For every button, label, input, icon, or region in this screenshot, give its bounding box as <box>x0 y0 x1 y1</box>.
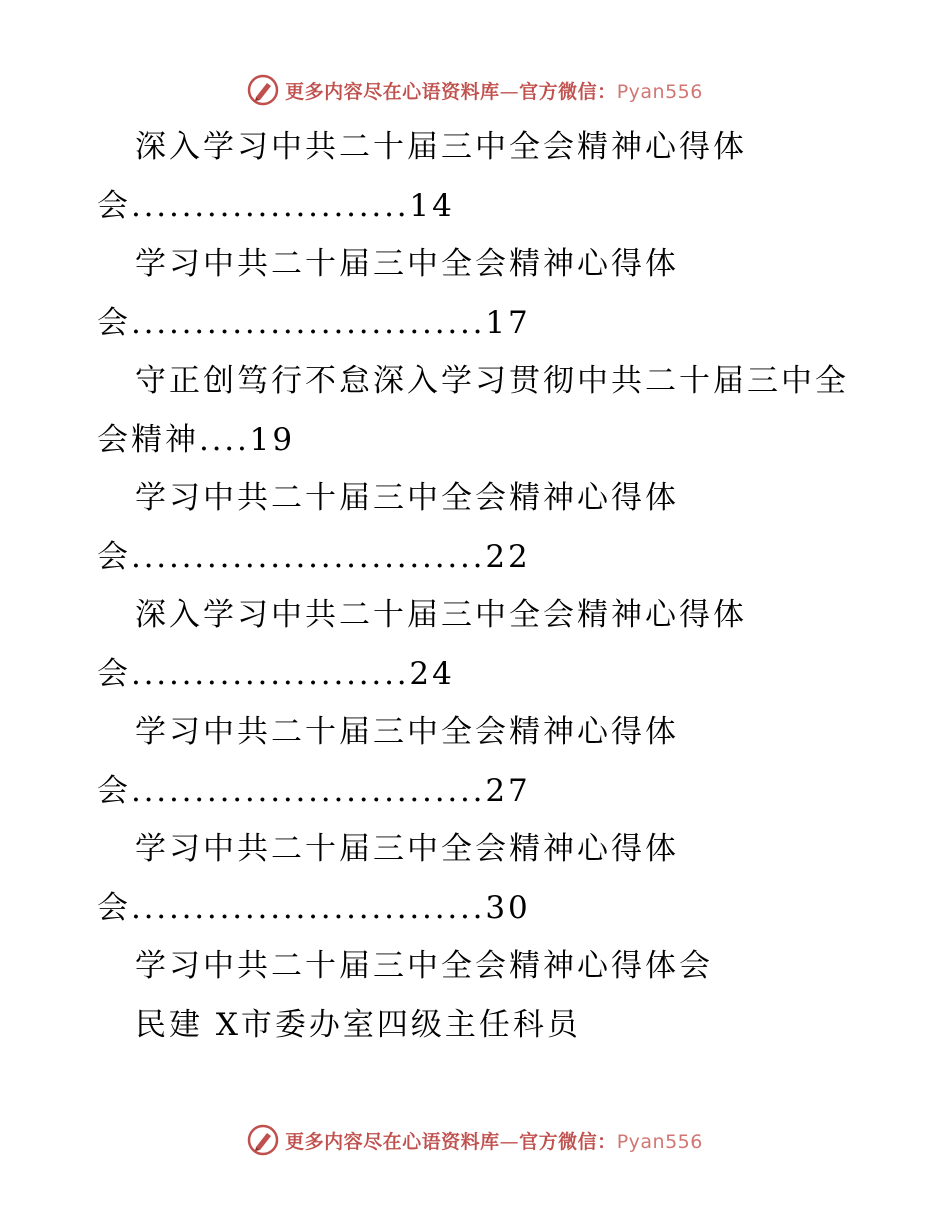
toc-entry[interactable] <box>97 469 877 586</box>
toc-page-number: 27 <box>485 772 531 809</box>
toc-entry-cont-text: 会精神 <box>97 421 199 458</box>
toc-entry-continuation <box>97 411 877 470</box>
banner-wechat-label: 官方微信： <box>519 80 617 103</box>
toc-entry-title: 学习中共二十届三中全会精神心得体 <box>135 480 679 516</box>
toc-entry[interactable] <box>97 118 877 235</box>
toc-leader-dots: ............................ <box>131 772 486 809</box>
banner-dash: — <box>499 1130 520 1153</box>
toc-entry-cont-text: 会 <box>97 889 131 926</box>
toc-page-number: 14 <box>409 187 455 224</box>
banner-site-text: 更多内容尽在心语资料库 <box>285 80 500 103</box>
toc-page-number: 19 <box>249 421 296 458</box>
toc-entry-continuation <box>97 879 877 938</box>
table-of-contents <box>97 118 877 1054</box>
toc-entry[interactable] <box>97 586 877 703</box>
toc-entry-cont-text: 会 <box>97 304 131 341</box>
pen-logo-icon <box>247 74 279 106</box>
banner-site-text: 更多内容尽在心语资料库 <box>285 1130 500 1153</box>
banner-wechat-label: 官方微信： <box>519 1130 617 1153</box>
toc-entry-cont-text: 会 <box>97 772 131 809</box>
toc-leader-dots: ...................... <box>131 655 410 692</box>
toc-entry-title: 深入学习中共二十届三中全会精神心得体 <box>135 129 747 165</box>
toc-entry-title: 学习中共二十届三中全会精神心得体 <box>135 246 679 282</box>
banner-wechat-id: Pyan556 <box>616 80 703 103</box>
toc-entry-cont-text: 会 <box>97 655 131 692</box>
toc-page-number: 17 <box>485 304 531 341</box>
article-heading: 学习中共二十届三中全会精神心得体会 <box>135 948 713 984</box>
toc-entry-title: 深入学习中共二十届三中全会精神心得体 <box>135 597 747 633</box>
toc-entry[interactable] <box>97 235 877 352</box>
toc-entry-continuation <box>97 177 877 236</box>
banner-text <box>285 77 703 104</box>
toc-leader-dots: ............................ <box>131 304 486 341</box>
toc-leader-dots: ............................ <box>131 538 486 575</box>
toc-entry-title: 学习中共二十届三中全会精神心得体 <box>135 714 679 750</box>
toc-page-number: 22 <box>485 538 531 575</box>
toc-leader-dots: ............................ <box>131 889 486 926</box>
toc-entry-title: 学习中共二十届三中全会精神心得体 <box>135 831 679 867</box>
toc-page-number: 24 <box>409 655 455 692</box>
toc-entry-continuation <box>97 528 877 587</box>
toc-entry-cont-text: 会 <box>97 538 131 575</box>
toc-entry-continuation <box>97 762 877 821</box>
header-banner <box>0 70 950 110</box>
toc-entry[interactable] <box>97 352 877 469</box>
banner-text <box>285 1127 703 1154</box>
toc-entry[interactable] <box>97 703 877 820</box>
toc-leader-dots: ...................... <box>131 187 410 224</box>
toc-entry-cont-text: 会 <box>97 187 131 224</box>
toc-page-number: 30 <box>485 889 531 926</box>
toc-entry-continuation <box>97 294 877 353</box>
banner-wechat-id: Pyan556 <box>616 1130 703 1153</box>
toc-entry-title: 守正创笃行不怠深入学习贯彻中共二十届三中全 <box>135 363 849 399</box>
pen-logo-icon <box>247 1124 279 1156</box>
article-author: 民建 X市委办室四级主任科员 <box>135 1006 581 1043</box>
toc-entry-continuation <box>97 645 877 704</box>
footer-banner <box>0 1120 950 1160</box>
toc-leader-dots: .... <box>199 421 250 458</box>
toc-entry[interactable] <box>97 820 877 937</box>
banner-dash: — <box>499 80 520 103</box>
